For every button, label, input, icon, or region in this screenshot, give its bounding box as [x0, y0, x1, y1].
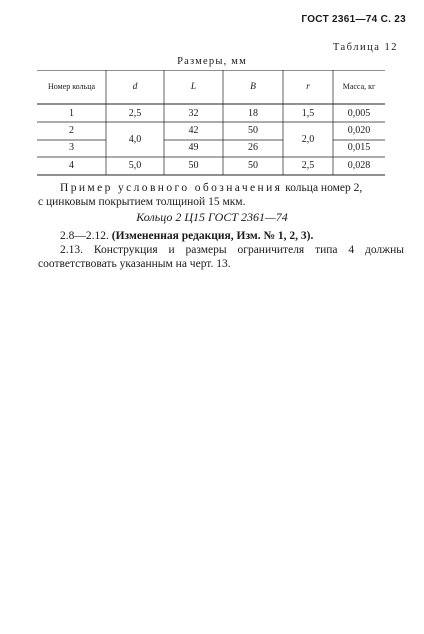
table-cell-ring-1: 1	[69, 108, 74, 119]
table-cell-r-2-3: 2,0	[301, 134, 315, 145]
example-lead-phrase: Пример условного обозначения	[60, 182, 283, 194]
table-cell-b-1: 18	[248, 108, 258, 119]
example-second-line: с цинковым покрытием толщиной 15 мкм.	[38, 196, 246, 208]
column-header-mass: Масса, кг	[342, 82, 376, 91]
table-cell-ring-4: 4	[69, 160, 74, 171]
table-cell-b-2: 50	[248, 125, 258, 136]
table-cell-b-4: 50	[248, 160, 258, 171]
table-cell-mass-3: 0,015	[347, 142, 371, 153]
page-header-standard: ГОСТ 2361—74 С. 23	[301, 14, 406, 25]
column-header-ring-number: Номер кольца	[47, 82, 96, 91]
table-number-label: Таблица 12	[332, 42, 398, 53]
column-header-d: d	[132, 82, 138, 92]
table-cell-r-4: 2,5	[301, 160, 315, 171]
table-cell-r-1: 1,5	[301, 108, 315, 119]
designation-example-paragraph	[38, 181, 404, 209]
table-cell-b-3: 26	[248, 142, 258, 153]
clause-change-note: (Измененная редакция, Изм. № 1, 2, 3).	[111, 230, 314, 242]
table-cell-l-1: 32	[188, 108, 199, 119]
column-header-b: B	[250, 82, 256, 92]
designation-formula: Кольцо 2 Ц15 ГОСТ 2361—74	[136, 210, 288, 224]
table-cell-d-2-3: 4,0	[128, 134, 142, 145]
table-cell-mass-1: 0,005	[347, 108, 371, 119]
table-cell-mass-2: 0,020	[347, 125, 371, 136]
table-cell-d-1: 2,5	[128, 108, 142, 119]
column-header-r: r	[306, 82, 310, 92]
table-cell-mass-4: 0,028	[347, 160, 371, 171]
table-cell-l-4: 50	[188, 160, 199, 171]
column-header-l: L	[190, 82, 197, 92]
clause-2-8-2-12	[38, 229, 404, 243]
table-cell-ring-2: 2	[69, 125, 74, 136]
table-cell-d-4: 5,0	[128, 160, 142, 171]
table-cell-ring-3: 3	[69, 142, 74, 153]
data-table	[37, 70, 385, 176]
clause-2-13: 2.13. Конструкция и размеры ограничителя типа 4 должны соответствовать указанным на черт. 13.	[38, 244, 404, 270]
example-lead-rest: кольца номер 2,	[282, 182, 363, 194]
table-caption: Размеры, мм	[177, 56, 247, 67]
table-cell-l-3: 49	[188, 142, 199, 153]
table-cell-l-2: 42	[188, 125, 199, 136]
clause-range-number: 2.8—2.12.	[60, 230, 109, 242]
